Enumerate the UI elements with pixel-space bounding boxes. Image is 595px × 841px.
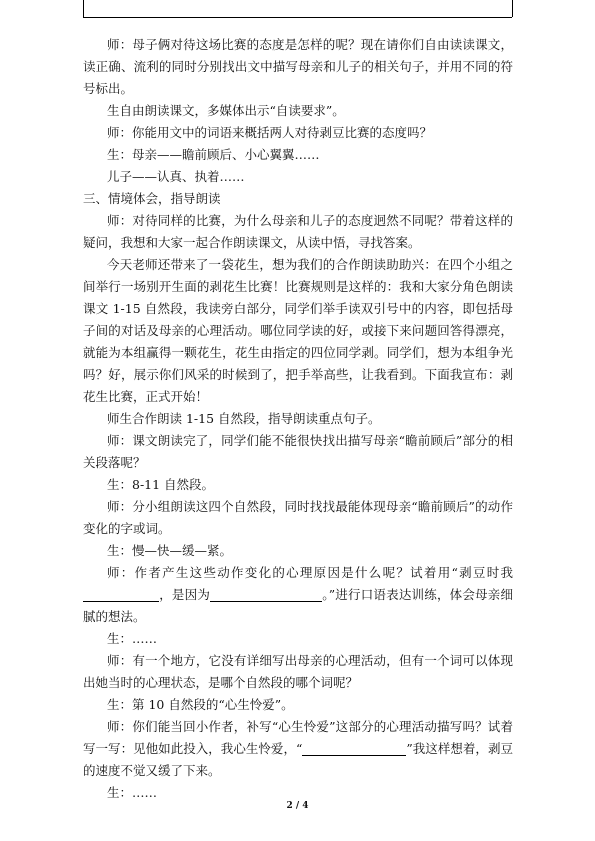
header-corner-mark-right	[512, 0, 513, 17]
text-segment: 师：作者产生这些动作变化的心理原因是什么呢？试着用“剥豆时我	[107, 565, 513, 580]
paragraph-with-blanks	[83, 562, 513, 628]
paragraph: 师生合作朗读 1-15 自然段，指导朗读重点句子。	[107, 411, 381, 426]
paragraph: 师：你能用文中的词语来概括两人对待剥豆比赛的态度吗？	[107, 125, 433, 140]
page-body	[83, 34, 513, 804]
fill-in-blank	[210, 587, 322, 602]
text-segment: 。”进行口语表达训练，体会母亲细腻的想法。	[83, 587, 513, 624]
fill-in-blank	[302, 741, 406, 756]
paragraph: 今天老师还带来了一袋花生，想为我们的合作朗读助助兴：在四个小组之间举行一场别开生面的剥花生比赛！比赛规则是这样的：我和大家分角色朗读课文 1-15 自然段，我读旁白部分，同学们举手读双引号中的内容，即包括母子间的对话及母亲的心理活动。哪位同学读的好，或接下来问题回答得漂亮，就能为本组赢得一颗花生，花生由指定的四位同学剥。同学们，想为本组争光吗？好，展示你们风采的时候到了，把手举高些，让我看到。下面我宣布：剥花生比赛，正式开始！	[83, 257, 513, 404]
fill-in-blank	[83, 587, 159, 602]
paragraph: 儿子——认真、执着……	[107, 169, 245, 184]
header-rule	[83, 17, 512, 18]
paragraph: 生：母亲——瞻前顾后、小心翼翼……	[107, 147, 320, 162]
paragraph: 生：8-11 自然段。	[107, 477, 215, 492]
text-segment: ，是因为	[159, 587, 211, 602]
paragraph: 师：分小组朗读这四个自然段，同时找找最能体现母亲“瞻前顾后”的动作变化的字或词。	[83, 499, 513, 536]
text-segment: 师：你们能当回小作者，补写“心生怜爱”这部分的心理活动描写吗？试着写一写：见他如此投入，我心生怜爱，“	[83, 719, 513, 756]
paragraph: 生：……	[107, 631, 158, 646]
header-corner-mark-left	[83, 0, 84, 17]
text-segment: ”我这样想着，剥豆的速度不觉又缓了下来。	[83, 741, 513, 778]
paragraph: 生自由朗读课文，多媒体出示“自读要求”。	[107, 103, 345, 118]
paragraph: 生：……	[107, 785, 158, 800]
page-number: 2 / 4	[286, 801, 309, 811]
paragraph: 师：对待同样的比赛，为什么母亲和儿子的态度迥然不同呢？带着这样的疑问，我想和大家一起合作朗读课文，从读中悟，寻找答案。	[83, 213, 513, 250]
paragraph-with-blanks	[83, 716, 513, 782]
paragraph: 师：有一个地方，它没有详细写出母亲的心理活动，但有一个词可以体现出她当时的心理状态，是哪个自然段的哪个词呢？	[83, 653, 513, 690]
paragraph: 师：课文朗读完了，同学们能不能很快找出描写母亲“瞻前顾后”部分的相关段落呢？	[83, 433, 513, 470]
paragraph: 师：母子俩对待这场比赛的态度是怎样的呢？现在请你们自由读读课文，读正确、流利的同时分别找出文中描写母亲和儿子的相关句子，并用不同的符号标出。	[83, 37, 513, 96]
section-heading: 三、情境体会，指导朗读	[83, 191, 221, 206]
paragraph: 生：第 10 自然段的“心生怜爱”。	[107, 697, 294, 712]
paragraph: 生：慢—快—缓—紧。	[107, 543, 233, 558]
